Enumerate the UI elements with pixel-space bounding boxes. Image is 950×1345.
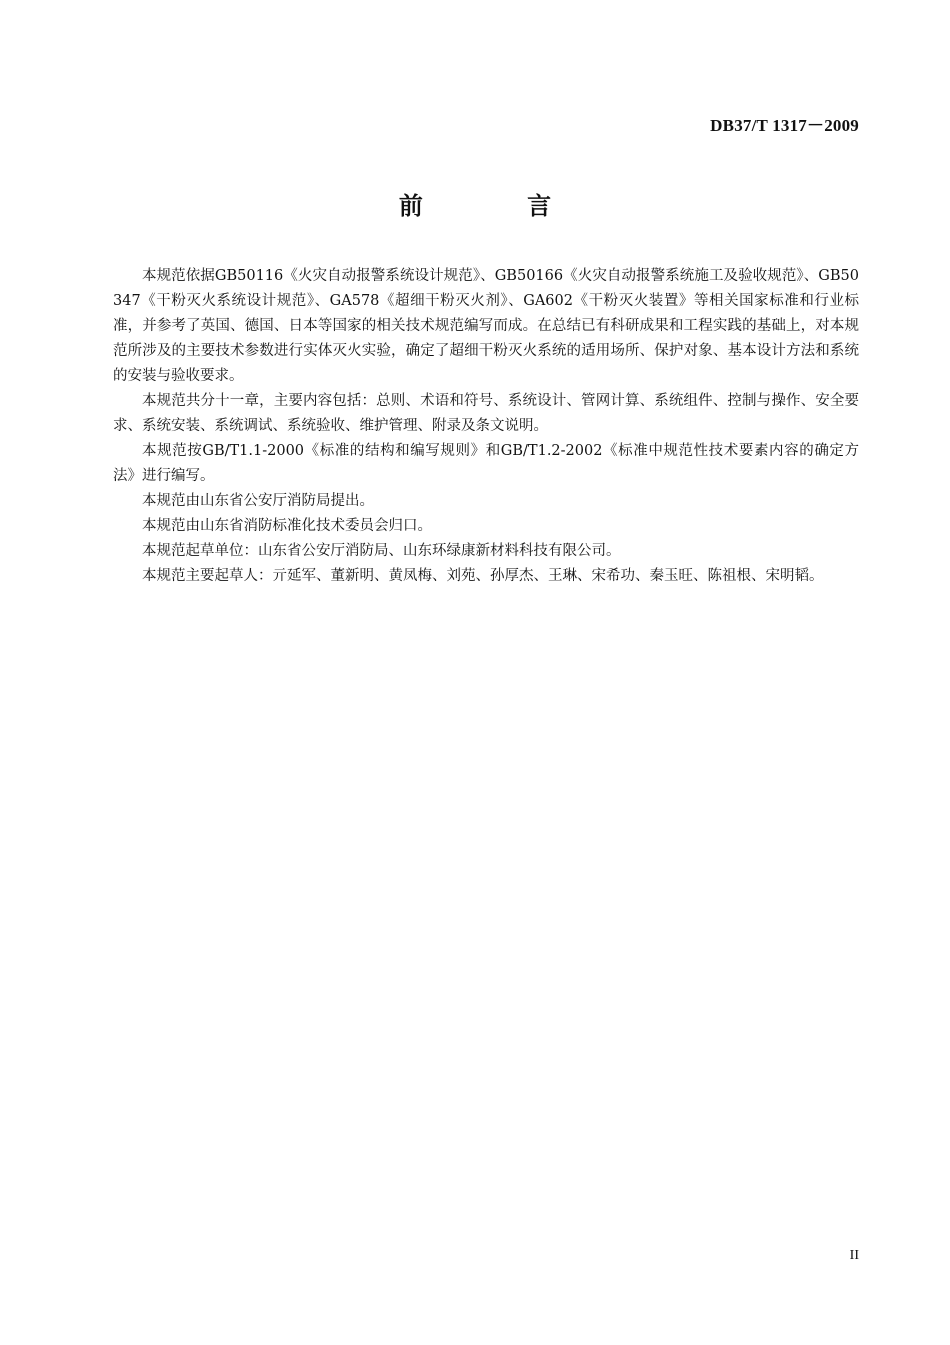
- paragraph-drafting-units: 本规范起草单位：山东省公安厅消防局、山东环绿康新材料科技有限公司。: [142, 543, 621, 559]
- foreword-body: [113, 264, 859, 589]
- paragraph-basis: 本规范依据GB50116《火灾自动报警系统设计规范》、GB50166《火灾自动报警系统施工及验收规范》、GB50347《干粉灭火系统设计规范》、GA578《超细干粉灭火剂》、GA602《干粉灭火装置》等相关国家标准和行业标准，并参考了英国、德国、日本等国家的相关技术规范编写而成。在总结已有科研成果和工程实践的基础上，对本规范所涉及的主要技术参数进行实体灭火实验，确定了超细干粉灭火系统的适用场所、保护对象、基本设计方法和系统的安装与验收要求。: [113, 268, 859, 384]
- paragraph-drafters: 本规范主要起草人：亓延军、董新明、黄凤梅、刘苑、孙厚杰、王琳、宋希功、秦玉旺、陈祖根、宋明韬。: [142, 568, 824, 584]
- paragraph-administered-by: 本规范由山东省消防标准化技术委员会归口。: [142, 518, 432, 534]
- paragraph-chapters: 本规范共分十一章，主要内容包括：总则、术语和符号、系统设计、管网计算、系统组件、控制与操作、安全要求、系统安装、系统调试、系统验收、维护管理、附录及条文说明。: [113, 393, 859, 434]
- paragraph-proposed-by: 本规范由山东省公安厅消防局提出。: [142, 493, 374, 509]
- paragraph-drafting-rules: 本规范按GB/T1.1-2000《标准的结构和编写规则》和GB/T1.2-2002《标准中规范性技术要素内容的确定方法》进行编写。: [113, 443, 859, 484]
- page-title: 前 言: [398, 191, 600, 220]
- page-number: II: [849, 1248, 859, 1263]
- document-code: DB37/T 1317－2009: [710, 116, 859, 135]
